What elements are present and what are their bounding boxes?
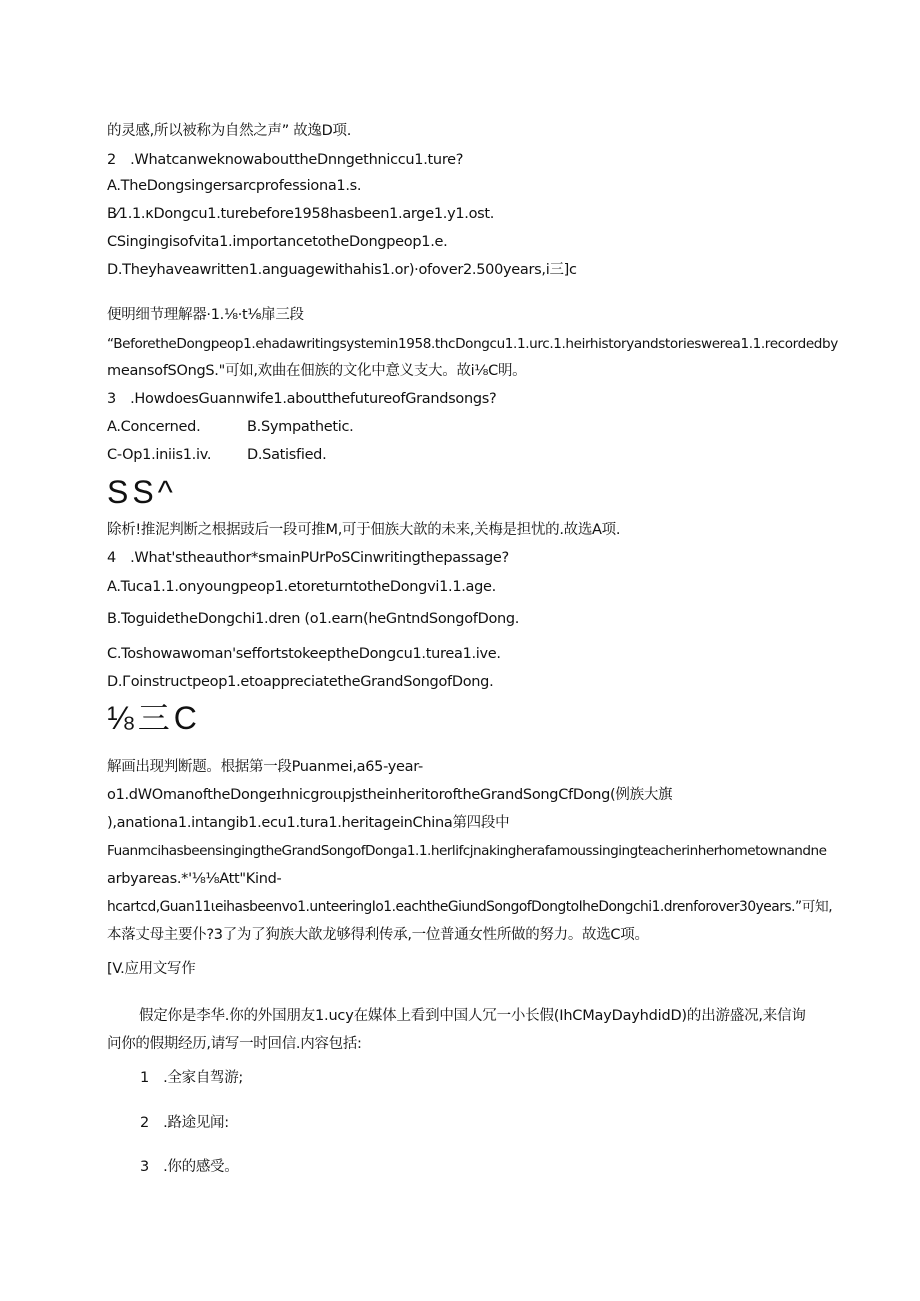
option-d: D.Satisfied. <box>247 447 327 463</box>
explanation-line: 除析!推泥判断之根据豉后一段可推M,可于佃族大歆的未来,关梅是担忧的.故选A项. <box>107 522 621 538</box>
option-a: A.TheDongsingersarcprofessiona1.s. <box>107 178 362 194</box>
prompt-line: 假定你是李华.你的外国朋友1.ucy在媒体上看到中国人冗一小长假(IhCMayDayhdidD)的出游盛况,来信询 <box>139 1008 806 1024</box>
option-d: D.Theyhaveawritten1.anguagewithahis1.or)·ofover2.500years,i三]c <box>107 262 577 278</box>
explanation-line: meansofSOngS."可如,欢曲在佃族的文化中意义支大。故i⅛C明。 <box>107 363 527 379</box>
prompt-item: 3 .你的感受。 <box>140 1159 239 1175</box>
option-c: C-Op1.iniis1.iv. <box>107 447 212 463</box>
explanation-line: Fuanmcihasbeensingingthe​GrandSongofDonga1.1.herlifcjnakingherafamoussingingteacherinherhometownandne <box>107 843 827 859</box>
explanation-line: o1.dWOmanoftheDongeɪhnicgroιιpjstheinheritoroftheGrandSongCfDong(例族大旗 <box>107 787 673 803</box>
option-c: CSingingisofvita1.importancetotheDongpeop1.e. <box>107 234 448 250</box>
section-heading: [V.应用文写作 <box>107 961 196 977</box>
option-b: B.ToguidetheDongchi1.dren (o1.earn(heGntndSongofDong. <box>107 611 520 627</box>
explanation-line: 解画出现判断题。根据第一段Puanmei,a65-year- <box>107 759 423 775</box>
option-b: B.Sympathetic. <box>247 419 354 435</box>
answer-mark: SS^ <box>107 474 177 510</box>
prompt-item: 1 .全家自驾游; <box>140 1070 244 1086</box>
option-b: B⁄1.1.κDongcu1.turebefore1958hasbeen1.arge1.y1.ost. <box>107 206 495 222</box>
explanation-line: “BeforetheDongpeop1.ehadawritingsystemin1958.thcDongcu1.1.urc.1.heirhistoryandstorieswerea1.1.recordedby <box>107 336 838 352</box>
option-d: D.Гoinstructpeop1.etoappreciatetheGrandSongofDong. <box>107 674 494 690</box>
answer-mark: ⅛三C <box>107 700 201 736</box>
question-4: 4 .What'stheauthor*smainPUrPoSCinwritingthepassage? <box>107 550 509 566</box>
explanation-line: ),anationa1.intangib1.ecu1.tura1.heritageinChina第四段中 <box>107 815 510 831</box>
explanation-line: arbyareas.*'⅛⅛Att"Kind- <box>107 871 282 887</box>
explanation-line: 便明细节理解器·1.⅛·t⅛扉三段 <box>107 307 304 323</box>
explanation-line: hcartcd,Guan11ιeihasbeenvo1.unteeringIo1.eachtheGiundSongofDongtoIheDongchi1.drenforover30years.”可知, <box>107 899 833 915</box>
question-3: 3 .HowdoesGuannwife1.aboutthefutureofGrandsongs? <box>107 391 497 407</box>
option-a: A.Concerned. <box>107 419 201 435</box>
prompt-item: 2 .路途见闻: <box>140 1115 229 1131</box>
prompt-line: 问你的假期经历,请写一时回信.内容包括: <box>107 1036 362 1052</box>
question-2: 2 .WhatcanweknowabouttheDnngethniccu1.ture? <box>107 152 464 168</box>
option-c: C.Toshowawoman'seffortstokeeptheDongcu1.turea1.ive. <box>107 646 501 662</box>
explanation-line: 本落丈母主要仆?3了为了狗族大歆龙够得利传承,一位普通女性所做的努力。故选C项。 <box>107 927 649 943</box>
text-line: 的灵感,所以被称为自然之声” 故逸D项. <box>107 123 352 139</box>
option-a: A.Tuca1.1.onyoungpeop1.etoreturntotheDongvi1.1.age. <box>107 579 496 595</box>
